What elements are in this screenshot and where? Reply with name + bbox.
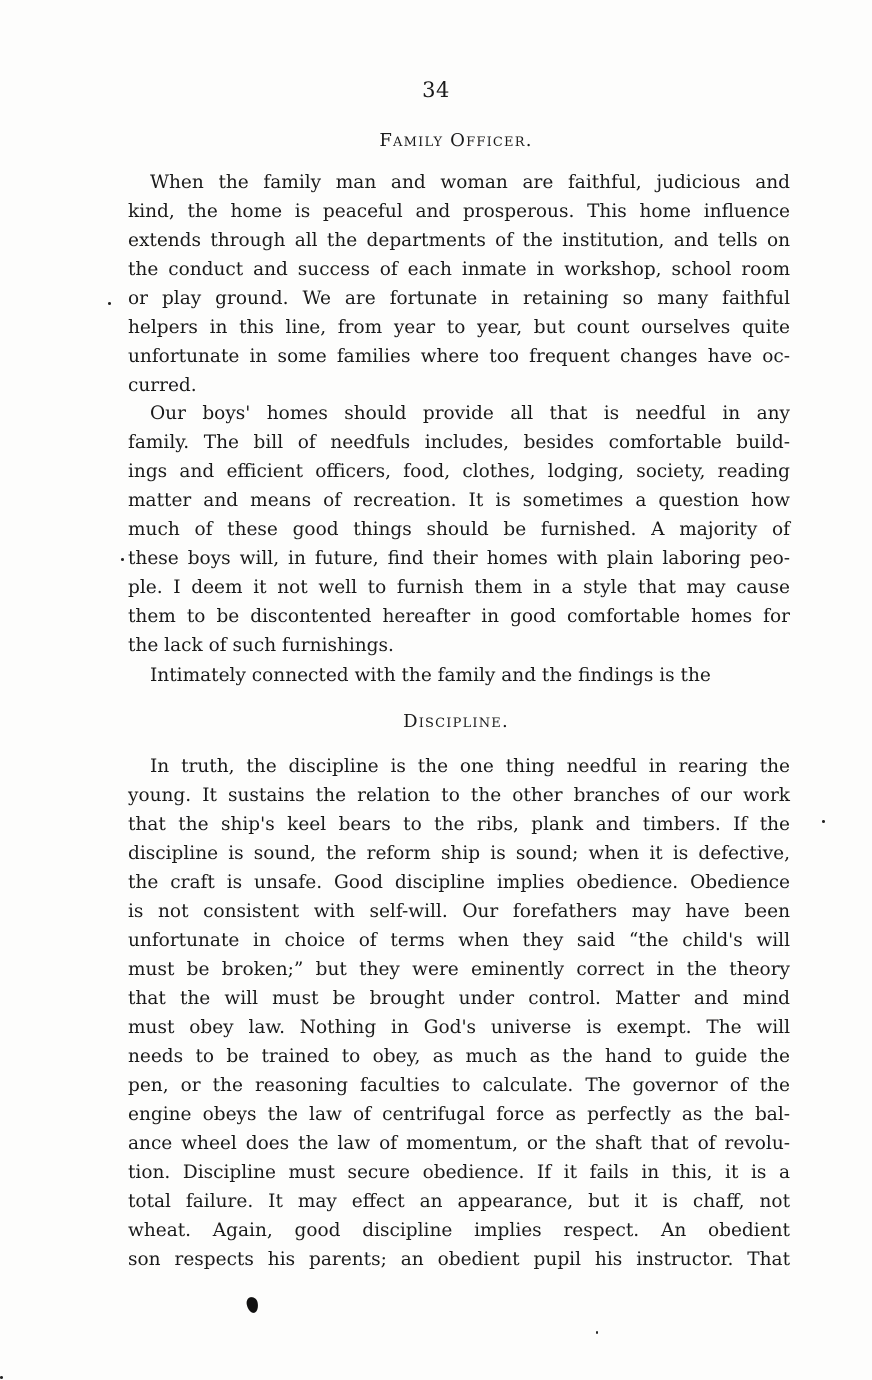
text-line: that the will must be brought under control. Matter and mind xyxy=(128,988,790,1009)
text-line: must obey law. Nothing in God's universe is exempt. The will xyxy=(128,1017,790,1038)
text-line: Intimately connected with the family and the findings is the xyxy=(150,665,711,686)
text-line: must be broken;” but they were eminently correct in the theory xyxy=(128,959,790,980)
text-line: total failure. It may effect an appearance, but it is chaff, not xyxy=(128,1191,790,1212)
text-line: the conduct and success of each inmate in workshop, school room xyxy=(128,259,790,280)
ink-speck xyxy=(121,558,124,561)
ink-speck xyxy=(822,820,825,823)
text-line: needs to be trained to obey, as much as the hand to guide the xyxy=(128,1046,790,1067)
text-line: these boys will, in future, find their homes with plain laboring peo- xyxy=(128,548,790,569)
text-line: son respects his parents; an obedient pupil his instructor. That xyxy=(128,1249,790,1270)
text-line: matter and means of recreation. It is sometimes a question how xyxy=(128,490,790,511)
ink-speck xyxy=(108,302,111,305)
text-line: unfortunate in choice of terms when they said “the child's will xyxy=(128,930,790,951)
text-line: engine obeys the law of centrifugal force as perfectly as the bal- xyxy=(128,1104,790,1125)
text-line: ple. I deem it not well to furnish them in a style that may cause xyxy=(128,577,790,598)
text-line: pen, or the reasoning faculties to calculate. The governor of the xyxy=(128,1075,790,1096)
text-line: much of these good things should be furnished. A majority of xyxy=(128,519,790,540)
text-line: ance wheel does the law of momentum, or the shaft that of revolu- xyxy=(128,1133,790,1154)
ink-speck xyxy=(0,1376,3,1379)
text-line: helpers in this line, from year to year, but count ourselves quite xyxy=(128,317,790,338)
text-line: kind, the home is peaceful and prosperous. This home influence xyxy=(128,201,790,222)
text-line: is not consistent with self-will. Our forefathers may have been xyxy=(128,901,790,922)
ink-speck xyxy=(596,1331,598,1334)
text-line: discipline is sound, the reform ship is sound; when it is defective, xyxy=(128,843,790,864)
text-line: them to be discontented hereafter in good comfortable homes for xyxy=(128,606,790,627)
ink-blot xyxy=(245,1296,259,1314)
text-line: the lack of such furnishings. xyxy=(128,635,394,656)
text-line: ings and efficient officers, food, clothes, lodging, society, reading xyxy=(128,461,790,482)
text-line: family. The bill of needfuls includes, besides comfortable build- xyxy=(128,432,790,453)
text-line: tion. Discipline must secure obedience. If it fails in this, it is a xyxy=(128,1162,790,1183)
text-line: wheat. Again, good discipline implies respect. An obedient xyxy=(128,1220,790,1241)
text-line: the craft is unsafe. Good discipline implies obedience. Obedience xyxy=(128,872,790,893)
text-line: In truth, the discipline is the one thing needful in rearing the xyxy=(150,756,790,777)
paragraph xyxy=(128,661,790,690)
paragraph xyxy=(128,168,790,400)
text-line: that the ship's keel bears to the ribs, plank and timbers. If the xyxy=(128,814,790,835)
section-heading-discipline: Discipline. xyxy=(403,711,509,732)
text-line: curred. xyxy=(128,375,197,396)
page-number: 34 xyxy=(422,78,450,102)
text-line: When the family man and woman are faithful, judicious and xyxy=(150,172,790,193)
paragraph xyxy=(128,752,790,1274)
text-line: or play ground. We are fortunate in retaining so many faithful xyxy=(128,288,790,309)
text-line: extends through all the departments of the institution, and tells on xyxy=(128,230,790,251)
text-line: young. It sustains the relation to the other branches of our work xyxy=(128,785,790,806)
text-line: Our boys' homes should provide all that is needful in any xyxy=(150,403,790,424)
section-heading-family-officer: Family Officer. xyxy=(379,130,533,151)
paragraph xyxy=(128,399,790,660)
text-line: unfortunate in some families where too frequent changes have oc- xyxy=(128,346,790,367)
